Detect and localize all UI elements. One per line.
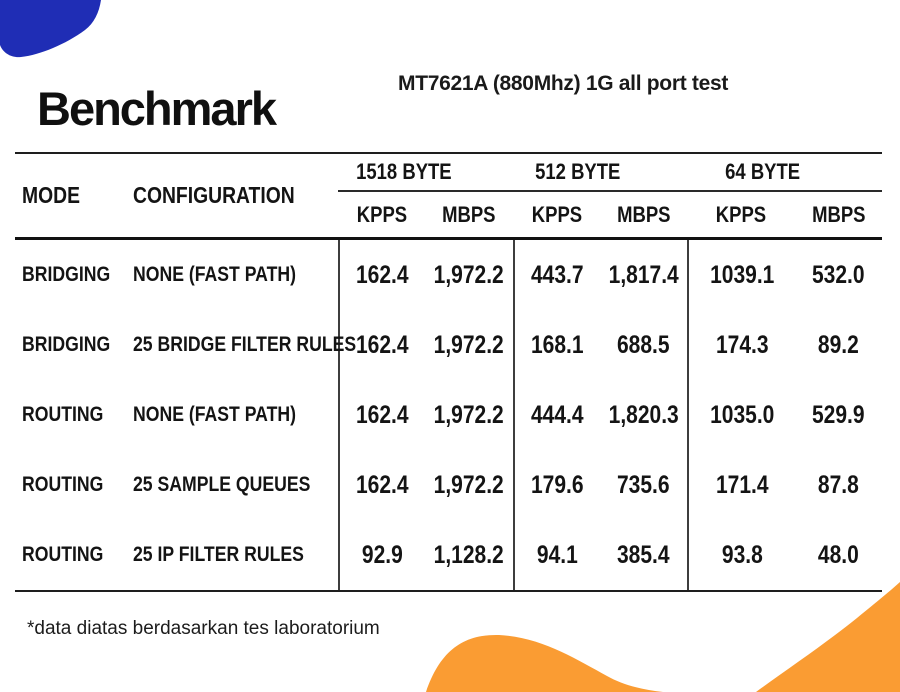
cell-mbps-1518: 1,972.2: [433, 400, 505, 429]
cell-kpps-512: 94.1: [513, 520, 600, 590]
group-header-64-byte: [687, 154, 882, 237]
cell-config: 25 SAMPLE QUEUES: [133, 473, 311, 496]
column-header-configuration: [125, 154, 338, 237]
blue-blob-decoration: [0, 0, 110, 60]
cell-kpps-512: 179.6: [513, 450, 600, 520]
group-label-64-byte: 64 BYTE: [687, 154, 882, 192]
cell-mbps-1518: 1,972.2: [433, 260, 505, 289]
subheader-kpps: KPPS: [531, 201, 582, 227]
cell-mbps-1518: 1,972.2: [433, 330, 505, 359]
benchmark-table: [15, 152, 882, 592]
table-row: [15, 520, 882, 590]
group-subheaders-64-byte: [687, 192, 882, 237]
table-row: [15, 450, 882, 520]
cell-kpps-64: 171.4: [687, 450, 795, 520]
cell-mbps-512: 688.5: [617, 330, 670, 359]
blue-blob-shape: [0, 0, 101, 57]
cell-kpps-1518: 162.4: [338, 450, 425, 520]
subheader-mbps: MBPS: [616, 201, 671, 227]
cell-mode: ROUTING: [22, 473, 104, 496]
page-subtitle: MT7621A (880Mhz) 1G all port test: [398, 72, 729, 95]
cell-kpps-1518: 92.9: [338, 520, 425, 590]
cell-mbps-512: 1,817.4: [608, 260, 679, 289]
cell-mbps-64: 89.2: [818, 330, 859, 359]
cell-kpps-512: 443.7: [513, 240, 600, 310]
cell-kpps-64: 174.3: [687, 310, 795, 380]
cell-kpps-64: 1039.1: [687, 240, 795, 310]
cell-config: NONE (FAST PATH): [133, 403, 296, 426]
column-header-configuration-label: CONFIGURATION: [133, 182, 295, 208]
cell-config: NONE (FAST PATH): [133, 263, 296, 286]
table-row: [15, 380, 882, 450]
table-row: [15, 310, 882, 380]
subheader-kpps: KPPS: [356, 201, 407, 227]
cell-mbps-512: 1,820.3: [608, 400, 679, 429]
subheader-mbps: MBPS: [811, 201, 866, 227]
group-header-1518-byte: [338, 154, 513, 237]
cell-mbps-512: 735.6: [617, 470, 670, 499]
cell-kpps-512: 168.1: [513, 310, 600, 380]
group-label-512-byte: 512 BYTE: [513, 154, 687, 192]
group-header-512-byte: [513, 154, 687, 237]
cell-mbps-1518: 1,128.2: [433, 540, 505, 569]
cell-kpps-1518: 162.4: [338, 240, 425, 310]
cell-mode: ROUTING: [22, 403, 104, 426]
cell-mbps-1518: 1,972.2: [433, 470, 505, 499]
table-header: [15, 152, 882, 240]
cell-mode: ROUTING: [22, 543, 104, 566]
column-header-mode-label: MODE: [22, 182, 80, 208]
cell-mbps-64: 87.8: [818, 470, 859, 499]
cell-kpps-64: 93.8: [687, 520, 795, 590]
cell-config: 25 IP FILTER RULES: [133, 543, 304, 566]
cell-mbps-64: 529.9: [812, 400, 865, 429]
cell-config: 25 BRIDGE FILTER RULES: [133, 333, 357, 356]
orange-corner-shape: [756, 582, 900, 692]
cell-mode: BRIDGING: [22, 333, 111, 356]
cell-mbps-64: 48.0: [818, 540, 859, 569]
table-row: [15, 240, 882, 310]
cell-mbps-512: 385.4: [617, 540, 670, 569]
cell-kpps-512: 444.4: [513, 380, 600, 450]
column-header-mode: [15, 154, 125, 237]
subheader-kpps: KPPS: [715, 201, 767, 227]
subheader-mbps: MBPS: [442, 201, 496, 227]
cell-kpps-1518: 162.4: [338, 310, 425, 380]
group-label-1518-byte: 1518 BYTE: [338, 154, 513, 192]
page-title: Benchmark: [37, 82, 275, 136]
cell-mode: BRIDGING: [22, 263, 111, 286]
table-body: [15, 240, 882, 592]
footnote: *data diatas berdasarkan tes laboratorium: [27, 618, 380, 639]
cell-mbps-64: 532.0: [812, 260, 865, 289]
orange-hump-shape: [426, 635, 663, 692]
group-subheaders-1518-byte: [338, 192, 513, 237]
cell-kpps-64: 1035.0: [687, 380, 795, 450]
group-subheaders-512-byte: [513, 192, 687, 237]
cell-kpps-1518: 162.4: [338, 380, 425, 450]
